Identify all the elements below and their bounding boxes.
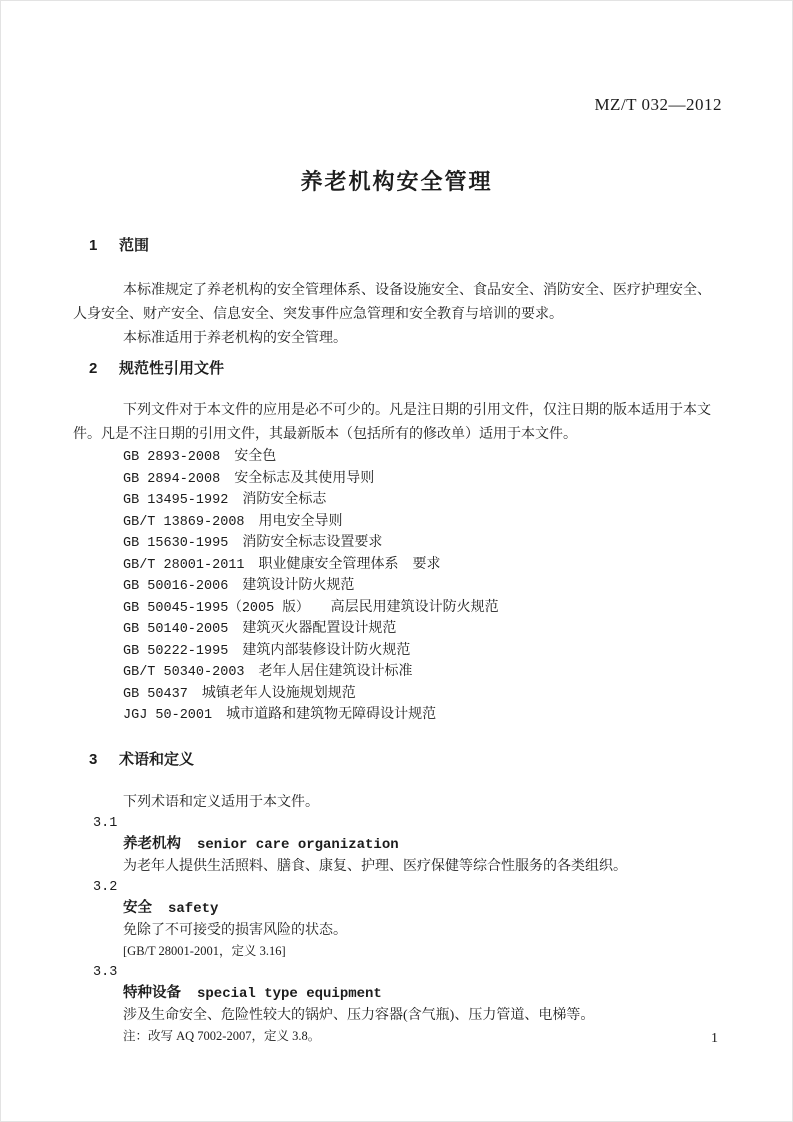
reference-title: 城镇老年人设施规划规范 <box>201 685 356 701</box>
term-number: 3.2 <box>93 879 118 895</box>
reference-code: GB 50437 <box>123 686 188 702</box>
reference-title: 建筑灭火器配置设计规范 <box>242 621 397 636</box>
reference-item <box>73 490 723 512</box>
reference-item <box>73 619 723 641</box>
reference-item <box>73 662 723 684</box>
term-source-citation: [GB/T 28001-2001，定义 3.16] <box>123 943 286 958</box>
term-en-label: senior care organization <box>197 836 399 853</box>
term-title-line <box>73 834 723 856</box>
reference-title: 建筑内部装修设计防火规范 <box>242 642 411 658</box>
section-2-heading <box>73 361 723 377</box>
reference-code: GB 50140-2005 <box>123 622 229 637</box>
reference-code: GB 50045-1995（2005 版） <box>123 600 303 616</box>
section-3-label: 术语和定义 <box>119 750 195 768</box>
reference-code: JGJ 50-2001 <box>123 708 213 723</box>
reference-item <box>73 705 723 727</box>
reference-code: GB/T 50340-2003 <box>123 665 245 680</box>
scope-paragraph-1: 本标准规定了养老机构的安全管理体系、设备设施安全、食品安全、消防安全、医疗护理安全、人身安全、财产安全、信息安全、突发事件应急管理和安全教育与培训的要求。 <box>73 283 711 322</box>
reference-code: GB/T 28001-2011 <box>123 557 245 573</box>
reference-item <box>73 447 723 469</box>
term-number: 3.3 <box>93 964 118 980</box>
term-zh-label: 养老机构 <box>123 835 181 852</box>
reference-title: 安全色 <box>234 449 277 464</box>
reference-title: 安全标志及其使用导则 <box>234 470 375 486</box>
reference-code: GB 50222-1995 <box>123 643 229 659</box>
section-2-label: 规范性引用文件 <box>119 360 225 377</box>
reference-title: 消防安全标志设置要求 <box>242 535 383 550</box>
term-en-label: safety <box>168 900 219 917</box>
reference-code: GB 15630-1995 <box>123 536 229 551</box>
reference-item <box>73 576 723 598</box>
reference-title: 消防安全标志 <box>242 492 327 507</box>
reference-title: 老年人居住建筑设计标准 <box>258 664 413 679</box>
normative-references-list <box>73 447 723 727</box>
reference-item <box>73 469 723 491</box>
section-1-heading <box>73 238 723 254</box>
reference-item <box>73 641 723 663</box>
reference-code: GB 2894-2008 <box>123 471 221 487</box>
term-en-label: special type equipment <box>197 985 382 1002</box>
document-title: 养老机构安全管理 <box>300 169 493 194</box>
reference-code: GB 2893-2008 <box>123 450 221 465</box>
reference-title: 高层民用建筑设计防火规范 <box>316 599 499 615</box>
reference-title: 用电安全导则 <box>258 513 343 529</box>
reference-item <box>73 533 723 555</box>
standard-code-header: MZ/T 032—2012 <box>594 95 722 114</box>
term-title-line <box>73 983 723 1005</box>
term-zh-label: 安全 <box>123 899 152 916</box>
reference-item <box>73 555 723 577</box>
term-note: 注：改写 AQ 7002-2007，定义 3.8。 <box>123 1028 321 1043</box>
reference-code: GB 13495-1992 <box>123 493 229 508</box>
section-3-number: 3 <box>89 750 98 768</box>
reference-title: 建筑设计防火规范 <box>242 578 355 593</box>
references-intro-paragraph: 下列文件对于本文件的应用是必不可少的。凡是注日期的引用文件，仅注日期的版本适用于本文件。凡是不注日期的引用文件，其最新版本（包括所有的修改单）适用于本文件。 <box>73 403 711 442</box>
term-number: 3.1 <box>93 815 118 831</box>
reference-title: 职业健康安全管理体系 要求 <box>258 556 441 572</box>
section-1-label: 范围 <box>119 237 150 254</box>
terms-intro-paragraph: 下列术语和定义适用于本文件。 <box>123 794 319 810</box>
scope-paragraph-2: 本标准适用于养老机构的安全管理。 <box>123 331 347 346</box>
page-number: 1 <box>711 1031 718 1046</box>
term-title-line <box>73 898 723 920</box>
section-1-number: 1 <box>89 237 98 254</box>
reference-code: GB 50016-2006 <box>123 579 229 594</box>
term-definition: 免除了不可接受的损害风险的状态。 <box>123 922 347 938</box>
term-definition: 为老年人提供生活照料、膳食、康复、护理、医疗保健等综合性服务的各类组织。 <box>123 858 627 874</box>
reference-item <box>73 684 723 706</box>
document-body <box>73 238 723 1047</box>
reference-item <box>73 512 723 534</box>
reference-item <box>73 598 723 620</box>
reference-code: GB/T 13869-2008 <box>123 514 245 530</box>
term-definition: 涉及生命安全、危险性较大的锅炉、压力容器(含气瓶)、压力管道、电梯等。 <box>123 1007 595 1023</box>
reference-title: 城市道路和建筑物无障碍设计规范 <box>226 707 437 722</box>
section-3-heading <box>73 752 723 768</box>
section-2-number: 2 <box>89 360 98 377</box>
term-zh-label: 特种设备 <box>123 984 181 1001</box>
